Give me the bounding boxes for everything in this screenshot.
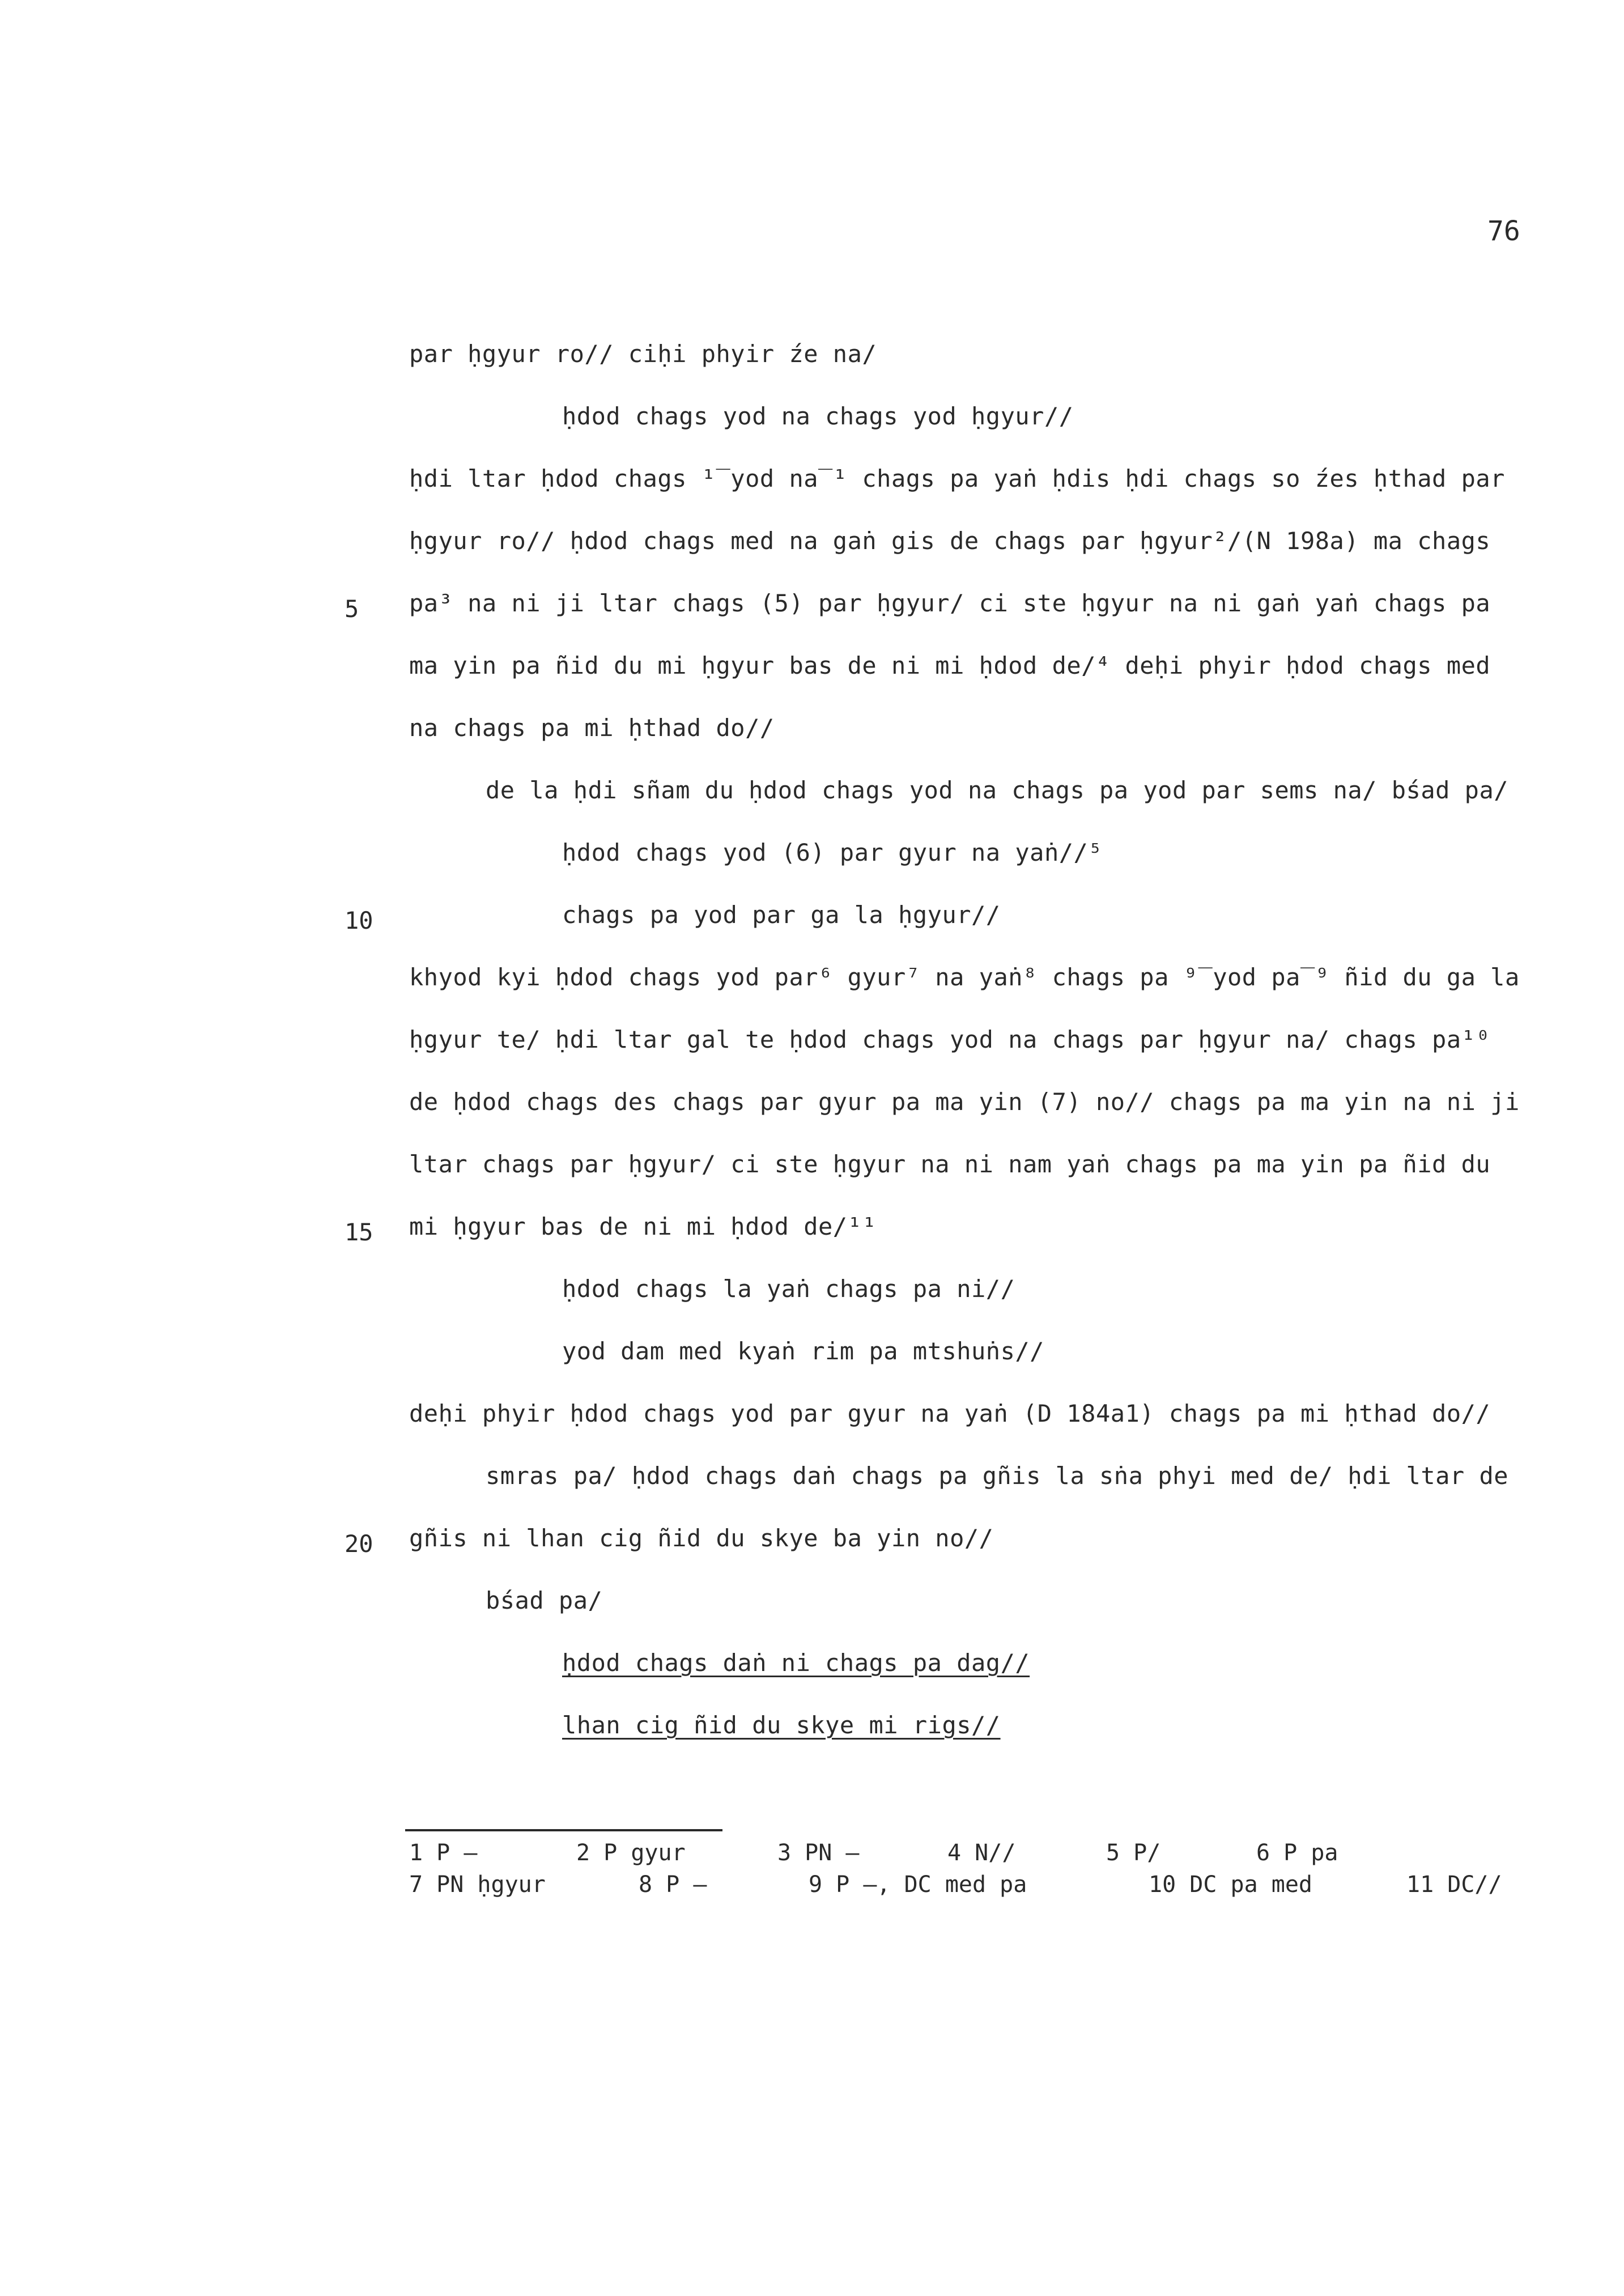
text-line: bśad pa/ <box>486 1587 603 1614</box>
text-line: na chags pa mi ḥthad do// <box>409 714 775 742</box>
footnote-entry: 2 P gyur <box>576 1840 686 1866</box>
text-line: ma yin pa ñid du mi ḥgyur bas de ni mi ḥdod de/⁴ deḥi phyir ḥdod chags med <box>409 652 1491 679</box>
text-line: pa³ na ni ji ltar chags (5) par ḥgyur/ ci ste ḥgyur na ni gaṅ yaṅ chags pa <box>409 589 1491 617</box>
line-number: 5 <box>345 595 359 623</box>
text-line: ḥgyur te/ ḥdi ltar gal te ḥdod chags yod na chags par ḥgyur na/ chags pa¹⁰ <box>409 1026 1491 1053</box>
line-number: 10 <box>345 907 373 934</box>
footnote-divider <box>405 1829 722 1831</box>
text-line: gñis ni lhan cig ñid du skye ba yin no// <box>409 1524 994 1552</box>
text-line: ḥdod chags daṅ ni chags pa dag// <box>562 1649 1030 1677</box>
text-line: ḥdod chags yod (6) par gyur na yaṅ//⁵ <box>562 839 1103 866</box>
text-line: mi ḥgyur bas de ni mi ḥdod de/¹¹ <box>409 1213 877 1240</box>
text-line: ḥgyur ro// ḥdod chags med na gaṅ gis de chags par ḥgyur²/(N 198a) ma chags <box>409 527 1491 555</box>
text-line: par ḥgyur ro// ciḥi phyir źe na/ <box>409 340 877 368</box>
text-line: ḥdi ltar ḥdod chags ¹‾yod na‾¹ chags pa yaṅ ḥdis ḥdi chags so źes ḥthad par <box>409 465 1505 492</box>
text-line: yod dam med kyaṅ rim pa mtshuṅs// <box>562 1337 1044 1365</box>
page-number: 76 <box>1487 215 1520 247</box>
footnote-entry: 6 P pa <box>1256 1840 1338 1866</box>
text-line: lhan cig ñid du skye mi rigs// <box>562 1711 1001 1739</box>
text-line: smras pa/ ḥdod chags daṅ chags pa gñis la sṅa phyi med de/ ḥdi ltar de <box>486 1462 1509 1490</box>
line-number: 20 <box>345 1530 373 1558</box>
footnote-entry: 7 PN ḥgyur <box>409 1872 546 1898</box>
text-line: ltar chags par ḥgyur/ ci ste ḥgyur na ni nam yaṅ chags pa ma yin pa ñid du <box>409 1150 1491 1178</box>
text-line: de ḥdod chags des chags par gyur pa ma yin (7) no// chags pa ma yin na ni ji <box>409 1088 1520 1116</box>
footnote-entry: 10 DC pa med <box>1149 1872 1312 1898</box>
footnote-entry: 1 P — <box>409 1840 478 1866</box>
text-line: ḥdod chags la yaṅ chags pa ni// <box>562 1275 1015 1303</box>
line-number: 15 <box>345 1218 373 1246</box>
text-line: de la ḥdi sñam du ḥdod chags yod na chags pa yod par sems na/ bśad pa/ <box>486 776 1509 804</box>
footnote-entry: 9 P —, DC med pa <box>809 1872 1027 1898</box>
footnote-entry: 11 DC// <box>1406 1872 1502 1898</box>
text-line: ḥdod chags yod na chags yod ḥgyur// <box>562 402 1074 430</box>
text-line: chags pa yod par ga la ḥgyur// <box>562 901 1001 929</box>
text-line: khyod kyi ḥdod chags yod par⁶ gyur⁷ na yaṅ⁸ chags pa ⁹‾yod pa‾⁹ ñid du ga la <box>409 963 1520 991</box>
footnote-entry: 3 PN — <box>777 1840 860 1866</box>
footnote-entry: 5 P/ <box>1106 1840 1161 1866</box>
footnote-entry: 4 N// <box>947 1840 1016 1866</box>
footnote-entry: 8 P — <box>639 1872 707 1898</box>
text-line: deḥi phyir ḥdod chags yod par gyur na yaṅ (D 184a1) chags pa mi ḥthad do// <box>409 1400 1491 1427</box>
